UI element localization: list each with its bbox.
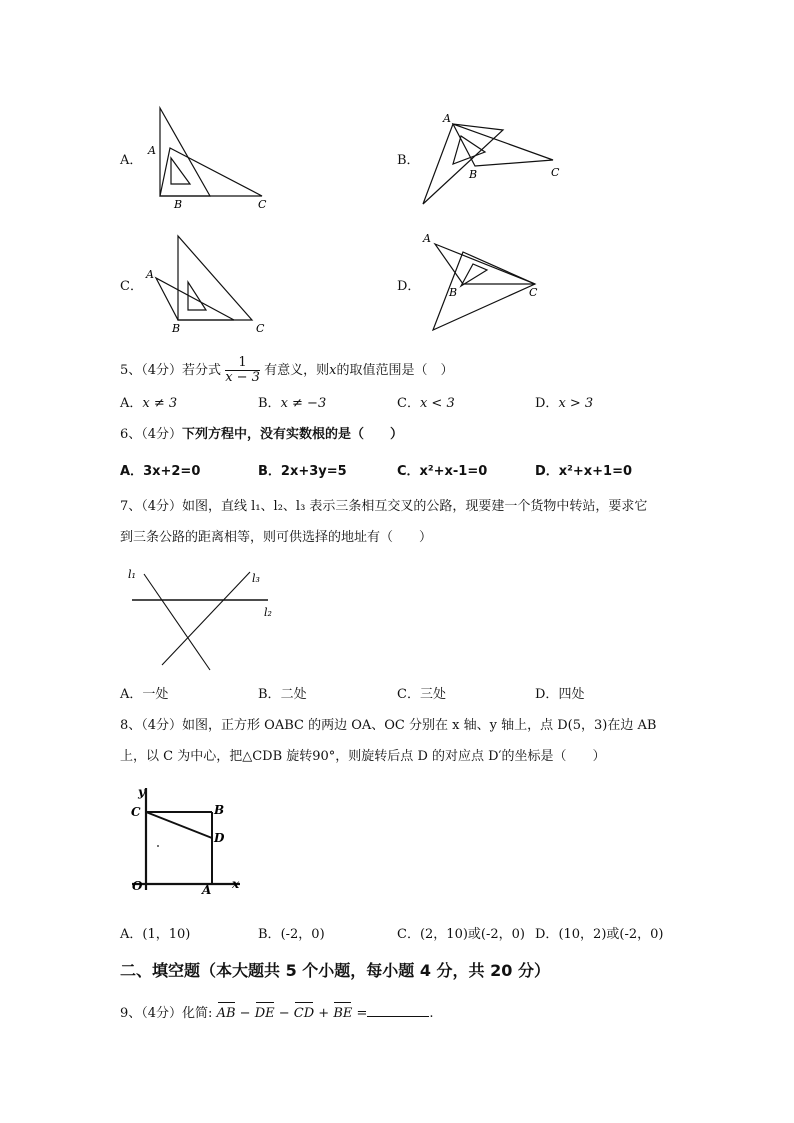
q5-option-b[interactable]: B．x ≠ −3: [258, 396, 327, 411]
q5-option-a[interactable]: A．x ≠ 3: [120, 396, 178, 411]
q7-option-c[interactable]: C．三处: [397, 687, 446, 702]
q8-option-a-text: (1，10): [142, 927, 191, 942]
q4-figure-d: [415, 228, 575, 336]
q8-label-a: A: [202, 883, 212, 897]
q9-answer-blank[interactable]: [367, 1004, 429, 1017]
q5-prefix: 5、（4分）若分式: [120, 363, 222, 378]
q7-option-d-text: 四处: [558, 687, 585, 702]
q6-prefix: 6、（4分）: [120, 427, 183, 442]
q5-frac-denominator: x − 3: [225, 370, 260, 385]
q8-stem-line1: 8、（4分）如图，正方形 OABC 的两边 OA、OC 分别在 x 轴、y 轴上，点 D(5，3)在边 AB: [120, 718, 657, 733]
q8-label-b: B: [214, 803, 225, 817]
q8-stem-line2: 上，以 C 为中心，把△CDB 旋转90°，则旋转后点 D 的对应点 D′的坐标是（ ）: [120, 749, 606, 764]
q5-option-d-text: x > 3: [558, 396, 594, 411]
q9-prefix: 9、（4分）化简:: [120, 1006, 213, 1021]
q5-suffix-b: 的取值范围是（ ）: [336, 363, 454, 378]
q5-option-a-text: x ≠ 3: [142, 396, 178, 411]
q5-option-c-text: x < 3: [419, 396, 455, 411]
q7-option-b-text: 二处: [280, 687, 307, 702]
q6-option-b[interactable]: B．2x+3y=5: [258, 464, 347, 479]
q7-stem-line2: 到三条公路的距离相等，则可供选择的地址有（ ）: [120, 530, 433, 545]
q4c-label-b: B: [172, 322, 181, 335]
q7-label-l3: l₃: [252, 572, 260, 585]
q7-option-b[interactable]: B．二处: [258, 687, 307, 702]
q4-option-a-label: A．: [120, 153, 143, 168]
q6-option-c[interactable]: C．x²+x-1=0: [397, 464, 488, 479]
q5-frac-numerator: 1: [225, 356, 260, 371]
q7-option-d[interactable]: D．四处: [535, 687, 585, 702]
q4a-label-b: B: [174, 198, 183, 211]
q8-option-c-text: (2，10)或(-2，0): [419, 927, 525, 942]
q9-vector-de: DE: [254, 1006, 275, 1021]
q9-vector-be: BE: [333, 1006, 353, 1021]
q7-label-l2: l₂: [264, 606, 272, 619]
q6-stem: [120, 426, 403, 444]
q9-vector-ab: AB: [216, 1006, 236, 1021]
q7-stem-line1: 7、（4分）如图，直线 l₁、l₂、l₃ 表示三条相互交叉的公路，现要建一个货物中转站，要求它: [120, 499, 648, 514]
q7-figure: [120, 560, 280, 672]
section2-heading: 二、填空题（本大题共 5 个小题，每小题 4 分，共 20 分）: [120, 961, 550, 980]
q7-option-c-text: 三处: [419, 687, 446, 702]
q4d-label-a: A: [423, 232, 431, 245]
q5-option-b-text: x ≠ −3: [280, 396, 327, 411]
q6-stem-text: 下列方程中，没有实数根的是（ ）: [182, 427, 404, 442]
q6-option-b-text: 2x+3y=5: [280, 464, 347, 479]
q6-option-c-text: x²+x-1=0: [419, 464, 488, 479]
q5-suffix-a: 有意义，则: [264, 363, 330, 378]
q8-option-b[interactable]: B．(-2，0): [258, 927, 325, 942]
q6-option-a-text: 3x+2=0: [143, 464, 201, 479]
q7-label-l1: l₁: [128, 568, 136, 581]
q4b-label-a: A: [443, 112, 451, 125]
q8-label-o: O: [132, 879, 143, 893]
q8-label-c: C: [131, 805, 141, 819]
q4a-label-c: C: [258, 198, 267, 211]
q8-label-x: x: [232, 877, 240, 891]
q8-figure: [122, 782, 262, 898]
q7-option-a[interactable]: A．一处: [120, 687, 169, 702]
q8-option-c[interactable]: C．(2，10)或(-2，0): [397, 927, 525, 942]
q8-label-y: y: [138, 785, 145, 799]
q5-fraction: [225, 356, 260, 385]
q5-stem: [120, 356, 453, 385]
q9-stem: 9、（4分）化简: AB − DE − CD + BE = .: [120, 1006, 434, 1021]
q4c-label-c: C: [256, 322, 265, 335]
q5-variable: x: [329, 363, 337, 378]
q8-option-d[interactable]: D．(10，2)或(-2，0): [535, 927, 664, 942]
q4d-label-b: B: [449, 286, 458, 299]
q4-option-b-label: B．: [397, 153, 420, 168]
q6-option-d-text: x²+x+1=0: [558, 464, 633, 479]
q4-figure-a: [140, 100, 280, 215]
q4b-label-c: C: [551, 166, 560, 179]
q7-option-a-text: 一处: [142, 687, 169, 702]
q6-option-d[interactable]: D．x²+x+1=0: [535, 464, 633, 479]
q4d-label-c: C: [529, 286, 538, 299]
q8-option-b-text: (-2，0): [280, 927, 325, 942]
q4-figure-c: [140, 228, 280, 338]
q6-option-a[interactable]: A．3x+2=0: [120, 464, 201, 479]
q4-option-c-label: C．: [120, 279, 143, 294]
q5-option-c[interactable]: C．x < 3: [397, 396, 455, 411]
q8-option-d-text: (10，2)或(-2，0): [558, 927, 664, 942]
q9-vector-cd: CD: [293, 1006, 315, 1021]
q8-label-d: D: [214, 831, 225, 845]
q4b-label-b: B: [469, 168, 478, 181]
q4a-label-a: A: [148, 144, 156, 157]
q4c-label-a: A: [146, 268, 154, 281]
q4-figure-b: [415, 108, 575, 213]
q8-option-a[interactable]: A．(1，10): [120, 927, 191, 942]
q5-option-d[interactable]: D．x > 3: [535, 396, 594, 411]
q4-option-d-label: D．: [397, 279, 421, 294]
